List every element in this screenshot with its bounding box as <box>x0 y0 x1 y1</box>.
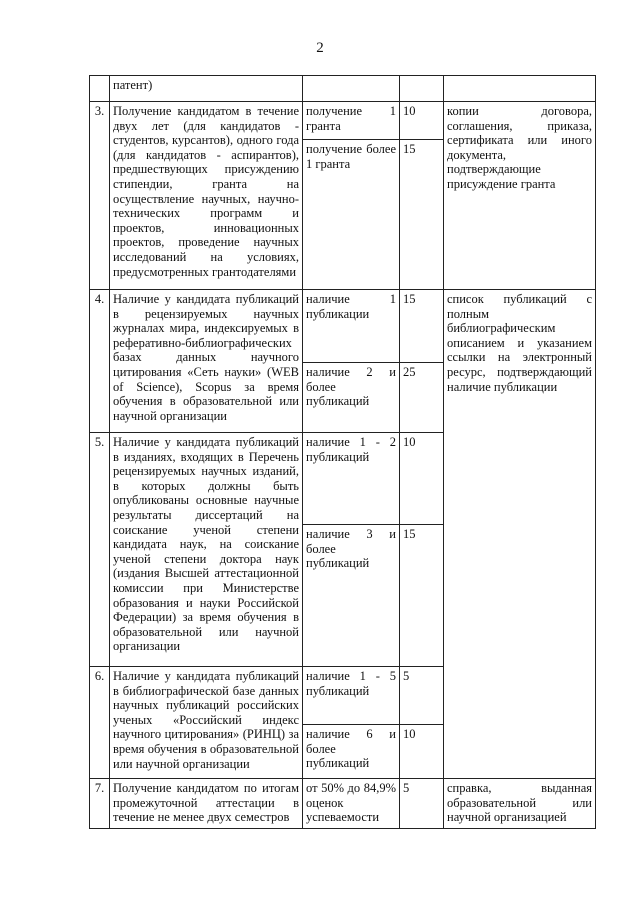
criterion-description: Наличие у кандидата публикаций в рецензируемых научных журналах мира, индексируемых в реферативно-библиографических базах данных научного цитирования «Сеть науки» (WEB of Science), Scopus за время обучения в образовательной или научной организации <box>110 290 303 433</box>
condition-text: наличие 6 и более публикаций <box>303 725 400 779</box>
points-value: 15 <box>400 140 444 290</box>
table-row <box>90 779 596 829</box>
criterion-description: Наличие у кандидата публикаций в изданиях, входящих в Перечень рецензируемых научных изданий, в которых должны быть опубликованы основные научные результаты диссертаций на соискание ученой степени кандидата наук, на соискание ученой степени доктора наук (издания Высшей аттестационной комиссии при Министерстве образования и науки Российской Федерации) за время обучения в образовательной или научной организации <box>110 433 303 667</box>
row-number: 7. <box>90 779 110 829</box>
row-number: 6. <box>90 667 110 779</box>
condition-text: наличие 1 публикации <box>303 290 400 363</box>
condition-text: получение более 1 гранта <box>303 140 400 290</box>
criterion-description: Наличие у кандидата публикаций в библиографической базе данных научных публикаций российских ученых «Российский индекс научного цитирования» (РИНЦ) за время обучения в образовательной или научной организации <box>110 667 303 779</box>
points-value: 15 <box>400 525 444 667</box>
condition-text: получение 1 гранта <box>303 102 400 140</box>
row-number: 5. <box>90 433 110 667</box>
points-value: 10 <box>400 725 444 779</box>
points-value: 10 <box>400 433 444 525</box>
row-number: 3. <box>90 102 110 290</box>
table-row <box>90 76 596 102</box>
criteria-table <box>89 75 596 829</box>
condition-text: наличие 1 - 2 публикаций <box>303 433 400 525</box>
continuation-text: патент) <box>110 76 303 102</box>
condition-text: наличие 1 - 5 публикаций <box>303 667 400 725</box>
supporting-documents: копии договора, соглашения, приказа, сертификата или иного документа, подтверждающие присуждение гранта <box>444 102 596 290</box>
row-number: 4. <box>90 290 110 433</box>
table-row <box>90 290 596 363</box>
criterion-description: Получение кандидатом в течение двух лет (для кандидатов - студентов, курсантов), одного года (для кандидатов - аспирантов), предшествующих присуждению стипендии, гранта на осуществление научных, научно-технических программ и проектов, инновационных проектов, проведение научных исследований на условиях, предусмотренных грантодателями <box>110 102 303 290</box>
points-value: 15 <box>400 290 444 363</box>
table-row <box>90 102 596 140</box>
supporting-documents: список публикаций с полным библиографическим описанием и указанием ссылки на электронный ресурс, подтверждающий наличие публикации <box>444 290 596 779</box>
points-value: 25 <box>400 363 444 433</box>
supporting-documents: справка, выданная образовательной или научной организацией <box>444 779 596 829</box>
points-value: 10 <box>400 102 444 140</box>
criterion-description: Получение кандидатом по итогам промежуточной аттестации в течение не менее двух семестров <box>110 779 303 829</box>
condition-text: наличие 3 и более публикаций <box>303 525 400 667</box>
points-value: 5 <box>400 779 444 829</box>
points-value: 5 <box>400 667 444 725</box>
condition-text: от 50% до 84,9% оценок успеваемости <box>303 779 400 829</box>
page-number: 2 <box>316 40 324 56</box>
condition-text: наличие 2 и более публикаций <box>303 363 400 433</box>
